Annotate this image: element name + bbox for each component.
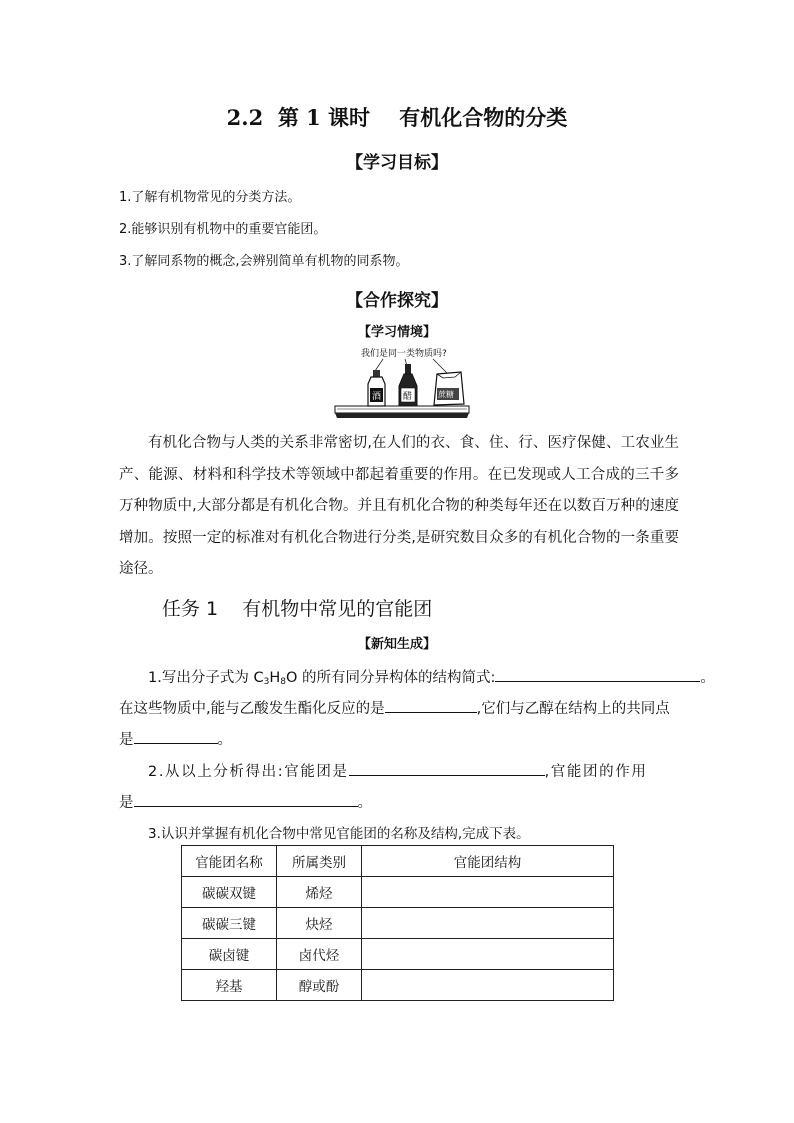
explore-heading: 【合作探究】 — [346, 291, 448, 311]
new-knowledge-heading: 【新知生成】 — [357, 637, 436, 652]
table-cell: 烯烃 — [277, 877, 362, 908]
answer-cell[interactable] — [362, 939, 614, 970]
question-3: 3.认识并掌握有机化合物中常见官能团的名称及结构,完成下表。 — [148, 826, 530, 842]
table-row — [182, 877, 614, 908]
task1-title: 任务 1 有机物中常见的官能团 — [162, 598, 433, 620]
question-2-line-1: 2.从以上分析得出:官能团是 ,官能团的作用 — [148, 760, 647, 781]
functional-group-table — [181, 845, 614, 1001]
goal-item-2: 2.能够识别有机物中的重要官能团。 — [119, 222, 327, 237]
illustration-caption: 我们是同一类物质吗? — [361, 349, 447, 359]
goal-item-1: 1.了解有机物常见的分类方法。 — [119, 190, 301, 205]
answer-blank-5[interactable] — [134, 792, 358, 807]
table-cell: 碳碳双键 — [182, 877, 277, 908]
vinegar-bottle-icon — [399, 364, 417, 406]
answer-blank-4[interactable] — [349, 761, 545, 776]
page-title: 2.2 第 1 课时 有机化合物的分类 — [226, 105, 568, 130]
answer-cell[interactable] — [362, 970, 614, 1001]
context-heading: 【学习情境】 — [357, 325, 436, 340]
wine-bottle-icon — [368, 370, 385, 406]
vinegar-label: 醋 — [403, 392, 413, 402]
sugar-bag-icon — [434, 372, 464, 405]
wine-label: 酒 — [372, 392, 382, 402]
table-cell: 炔烃 — [277, 908, 362, 939]
table-row — [182, 939, 614, 970]
goal-item-3: 3.了解同系物的概念,会辨别简单有机物的同系物。 — [119, 254, 409, 269]
table-header: 所属类别 — [277, 846, 362, 877]
answer-blank-1[interactable] — [495, 667, 700, 682]
table-cell: 碳碳三键 — [182, 908, 277, 939]
table-header: 官能团结构 — [362, 846, 614, 877]
answer-blank-3[interactable] — [134, 729, 218, 744]
table-row — [182, 970, 614, 1001]
answer-cell[interactable] — [362, 908, 614, 939]
bottles-illustration — [333, 344, 473, 430]
question-1-line-1: 1.写出分子式为 $C_3H_8O$ 的所有同分异构体的结构简式: 。 — [148, 666, 715, 687]
table-header: 官能团名称 — [182, 846, 277, 877]
question-1-line-2: 在这些物质中,能与乙酸发生酯化反应的是 ,它们与乙醇在结构上的共同点 — [119, 697, 670, 718]
intro-paragraph: 有机化合物与人类的关系非常密切,在人们的衣、食、住、行、医疗保健、工农业生产、能源、材料和科学技术等领域中都起着重要的作用。在已发现或人工合成的三千多万种物质中,大部分都是有机化合物。并且有机化合物的种类每年还在以数百万种的速度增加。按照一定的标准对有机化合物进行分类,是研究数目众多的有机化合物的一条重要途径。 — [119, 435, 679, 577]
answer-cell[interactable] — [362, 877, 614, 908]
goals-heading: 【学习目标】 — [346, 153, 448, 173]
question-1-line-3: 是 。 — [119, 728, 232, 749]
answer-blank-2[interactable] — [385, 698, 477, 713]
table-cell: 醇或酚 — [277, 970, 362, 1001]
table-cell: 羟基 — [182, 970, 277, 1001]
sugar-label: 蔗糖 — [438, 390, 454, 399]
table-cell: 卤代烃 — [277, 939, 362, 970]
table-cell: 碳卤键 — [182, 939, 277, 970]
table-header-row — [182, 846, 614, 877]
question-2-line-2: 是 。 — [119, 791, 372, 812]
table-row — [182, 908, 614, 939]
